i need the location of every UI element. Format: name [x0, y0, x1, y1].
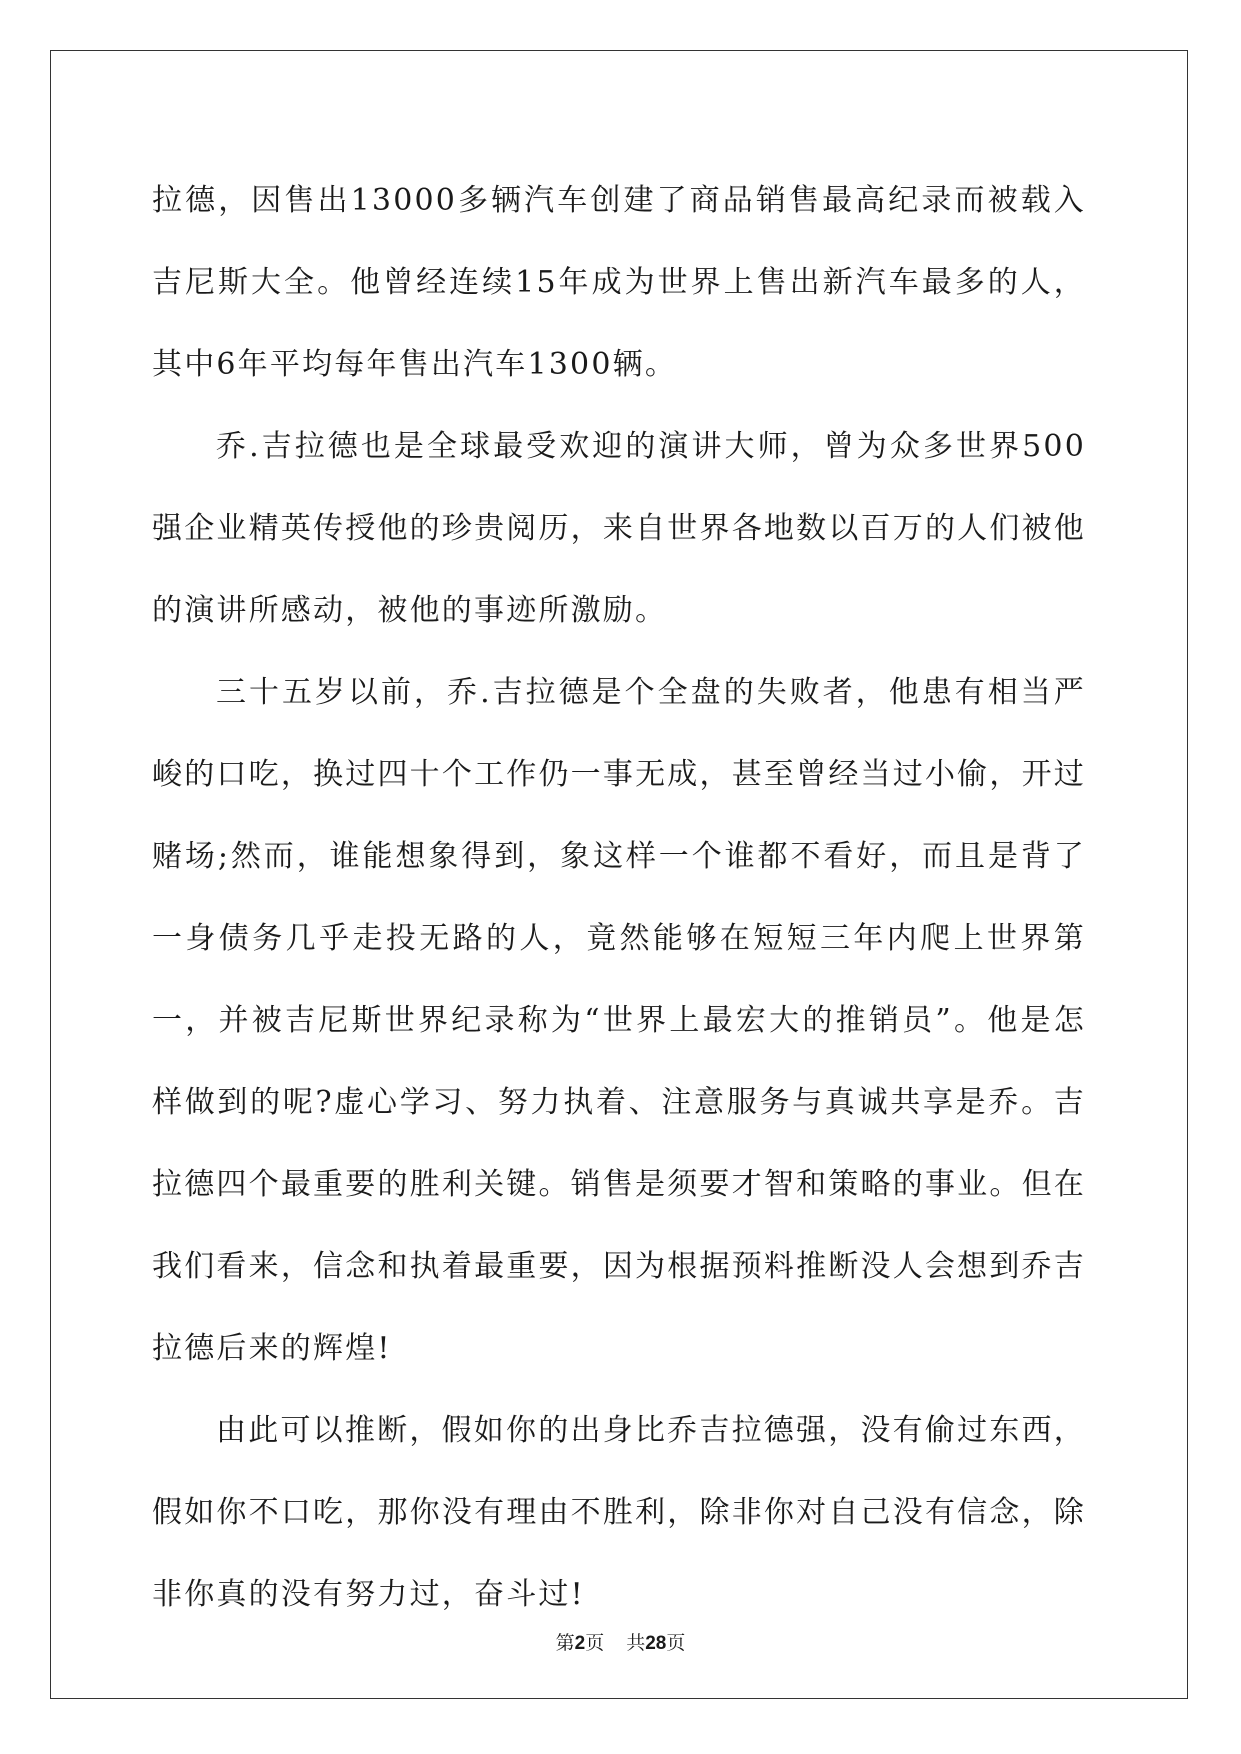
- document-body: [152, 160, 1086, 1636]
- footer-prefix: 第: [555, 1632, 575, 1654]
- paragraph-3: 三十五岁以前，乔.吉拉德是个全盘的失败者，他患有相当严峻的口吃，换过四十个工作仍一事无成，甚至曾经当过小偷，开过赌场;然而，谁能想象得到，象这样一个谁都不看好，而且是背了一身债务几乎走投无路的人，竟然能够在短短三年内爬上世界第一，并被吉尼斯世界纪录称为“世界上最宏大的推销员”。他是怎样做到的呢?虚心学习、努力执着、注意服务与真诚共享是乔。吉拉德四个最重要的胜利关键。销售是须要才智和策略的事业。但在我们看来，信念和执着最重要，因为根据预料推断没人会想到乔吉拉德后来的辉煌!: [152, 675, 1086, 1366]
- footer-page-word: 页: [585, 1632, 605, 1654]
- footer-total-suffix: 页: [666, 1632, 686, 1654]
- page-footer: [0, 1628, 1241, 1655]
- paragraph-4: 由此可以推断，假如你的出身比乔吉拉德强，没有偷过东西，假如你不口吃，那你没有理由不胜利，除非你对自己没有信念，除非你真的没有努力过，奋斗过!: [152, 1413, 1086, 1612]
- paragraph-1: 拉德，因售出13000多辆汽车创建了商品销售最高纪录而被载入吉尼斯大全。他曾经连续15年成为世界上售出新汽车最多的人，其中6年平均每年售出汽车1300辆。: [152, 183, 1086, 382]
- paragraph-2: 乔.吉拉德也是全球最受欢迎的演讲大师，曾为众多世界500强企业精英传授他的珍贵阅历，来自世界各地数以百万的人们被他的演讲所感动，被他的事迹所激励。: [152, 429, 1086, 628]
- footer-total-prefix: 共: [626, 1632, 646, 1654]
- current-page-number: 2: [574, 1633, 586, 1654]
- total-pages-number: 28: [645, 1633, 667, 1654]
